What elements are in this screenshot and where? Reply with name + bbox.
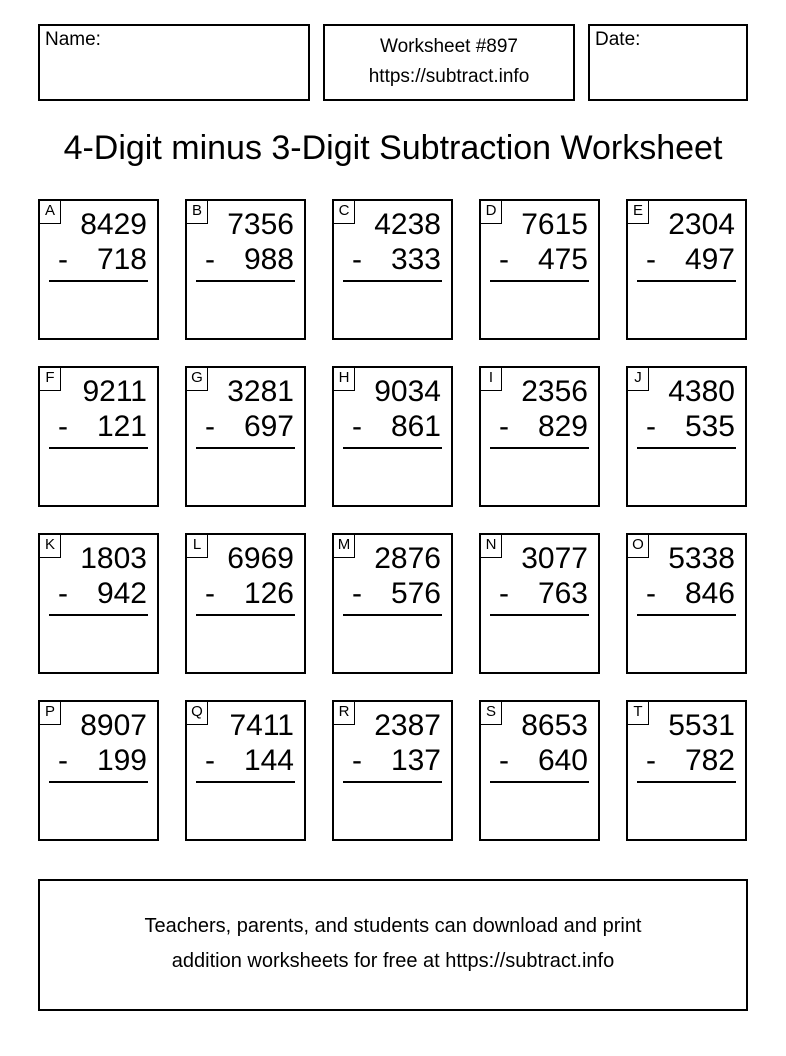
problem-card[interactable] [185, 700, 306, 841]
problem-letter: B [187, 201, 208, 224]
minus-sign: - [205, 577, 215, 610]
problem-minuend: 8429 [80, 208, 147, 241]
problem-letter: H [334, 368, 355, 391]
problem-subtrahend: 126 [243, 577, 294, 610]
answer-line [196, 280, 295, 282]
answer-line [637, 447, 736, 449]
problem-minuend: 2356 [521, 375, 588, 408]
problem-minuend: 7356 [227, 208, 294, 241]
date-field-box[interactable] [588, 24, 748, 101]
problem-card[interactable] [185, 199, 306, 340]
problem-subtrahend: 763 [537, 577, 588, 610]
footer-box [38, 879, 748, 1011]
page-title: 4-Digit minus 3-Digit Subtraction Worksheet [63, 129, 723, 167]
problem-card[interactable] [38, 700, 159, 841]
problem-card[interactable] [38, 533, 159, 674]
problem-subtrahend: 576 [390, 577, 441, 610]
problem-minuend: 2387 [374, 709, 441, 742]
problem-card[interactable] [479, 533, 600, 674]
worksheet-number: Worksheet #897 [379, 36, 518, 57]
problem-subtrahend: 829 [537, 410, 588, 443]
problem-card[interactable] [185, 366, 306, 507]
answer-line [343, 280, 442, 282]
answer-line [49, 447, 148, 449]
problem-subtrahend: 121 [96, 410, 147, 443]
problem-letter: L [187, 535, 208, 558]
footer-text-line-2: addition worksheets for free at https://subtract.info [171, 950, 615, 972]
problem-subtrahend: 475 [537, 243, 588, 276]
answer-line [490, 781, 589, 783]
date-label: Date: [595, 29, 641, 50]
minus-sign: - [646, 744, 656, 777]
problem-letter: N [481, 535, 502, 558]
minus-sign: - [352, 744, 362, 777]
problem-letter: E [628, 201, 649, 224]
problem-card[interactable] [626, 366, 747, 507]
problem-subtrahend: 535 [684, 410, 735, 443]
problem-subtrahend: 782 [684, 744, 735, 777]
minus-sign: - [352, 243, 362, 276]
problem-letter: O [628, 535, 649, 558]
problem-subtrahend: 137 [390, 744, 441, 777]
problem-letter: J [628, 368, 649, 391]
answer-line [343, 614, 442, 616]
minus-sign: - [205, 243, 215, 276]
answer-line [637, 280, 736, 282]
problem-minuend: 5338 [668, 542, 735, 575]
problem-card[interactable] [479, 700, 600, 841]
minus-sign: - [205, 744, 215, 777]
problem-card[interactable] [626, 533, 747, 674]
problem-subtrahend: 199 [96, 744, 147, 777]
problem-subtrahend: 846 [684, 577, 735, 610]
minus-sign: - [352, 410, 362, 443]
name-label: Name: [45, 29, 101, 50]
problem-card[interactable] [332, 366, 453, 507]
problem-card[interactable] [185, 533, 306, 674]
problem-minuend: 1803 [80, 542, 147, 575]
answer-line [49, 781, 148, 783]
problem-subtrahend: 144 [243, 744, 294, 777]
problem-letter: A [40, 201, 61, 224]
answer-line [196, 781, 295, 783]
problem-letter: K [40, 535, 61, 558]
answer-line [490, 614, 589, 616]
problem-letter: C [334, 201, 355, 224]
answer-line [637, 614, 736, 616]
problem-card[interactable] [332, 700, 453, 841]
problem-letter: R [334, 702, 355, 725]
minus-sign: - [499, 577, 509, 610]
problem-minuend: 8907 [80, 709, 147, 742]
minus-sign: - [58, 410, 68, 443]
problem-subtrahend: 697 [243, 410, 294, 443]
minus-sign: - [58, 243, 68, 276]
minus-sign: - [352, 577, 362, 610]
problem-minuend: 7411 [229, 709, 294, 742]
problem-card[interactable] [332, 199, 453, 340]
problem-minuend: 7615 [521, 208, 588, 241]
problem-minuend: 9211 [82, 375, 147, 408]
answer-line [490, 447, 589, 449]
problem-card[interactable] [332, 533, 453, 674]
answer-line [49, 280, 148, 282]
problem-letter: D [481, 201, 502, 224]
worksheet-info-box [323, 24, 575, 101]
problem-letter: T [628, 702, 649, 725]
problem-minuend: 8653 [521, 709, 588, 742]
minus-sign: - [58, 577, 68, 610]
problem-minuend: 2304 [668, 208, 735, 241]
problem-minuend: 9034 [374, 375, 441, 408]
minus-sign: - [499, 410, 509, 443]
minus-sign: - [646, 243, 656, 276]
problem-minuend: 3077 [521, 542, 588, 575]
answer-line [490, 280, 589, 282]
problem-card[interactable] [38, 199, 159, 340]
problem-subtrahend: 497 [684, 243, 735, 276]
problem-subtrahend: 333 [390, 243, 441, 276]
problem-card[interactable] [626, 700, 747, 841]
problem-letter: S [481, 702, 502, 725]
answer-line [196, 614, 295, 616]
answer-line [49, 614, 148, 616]
minus-sign: - [499, 744, 509, 777]
problem-letter: I [481, 368, 502, 391]
problem-card[interactable] [38, 366, 159, 507]
minus-sign: - [499, 243, 509, 276]
problem-card[interactable] [479, 366, 600, 507]
minus-sign: - [205, 410, 215, 443]
problem-minuend: 4380 [668, 375, 735, 408]
problem-card[interactable] [479, 199, 600, 340]
problem-letter: Q [187, 702, 208, 725]
name-field-box[interactable] [38, 24, 310, 101]
problem-letter: P [40, 702, 61, 725]
problem-subtrahend: 718 [96, 243, 147, 276]
problem-minuend: 2876 [374, 542, 441, 575]
minus-sign: - [646, 410, 656, 443]
problem-minuend: 6969 [227, 542, 294, 575]
minus-sign: - [646, 577, 656, 610]
footer-text-line-1: Teachers, parents, and students can download and print [144, 915, 642, 937]
answer-line [196, 447, 295, 449]
answer-line [343, 447, 442, 449]
minus-sign: - [58, 744, 68, 777]
problem-minuend: 3281 [227, 375, 294, 408]
answer-line [637, 781, 736, 783]
problem-subtrahend: 942 [96, 577, 147, 610]
worksheet-url: https://subtract.info [368, 66, 530, 87]
problem-subtrahend: 640 [537, 744, 588, 777]
problem-subtrahend: 988 [243, 243, 294, 276]
problem-letter: M [334, 535, 355, 558]
problem-letter: G [187, 368, 208, 391]
problem-letter: F [40, 368, 61, 391]
problem-minuend: 4238 [374, 208, 441, 241]
problem-minuend: 5531 [668, 709, 735, 742]
answer-line [343, 781, 442, 783]
problem-subtrahend: 861 [390, 410, 441, 443]
problem-card[interactable] [626, 199, 747, 340]
